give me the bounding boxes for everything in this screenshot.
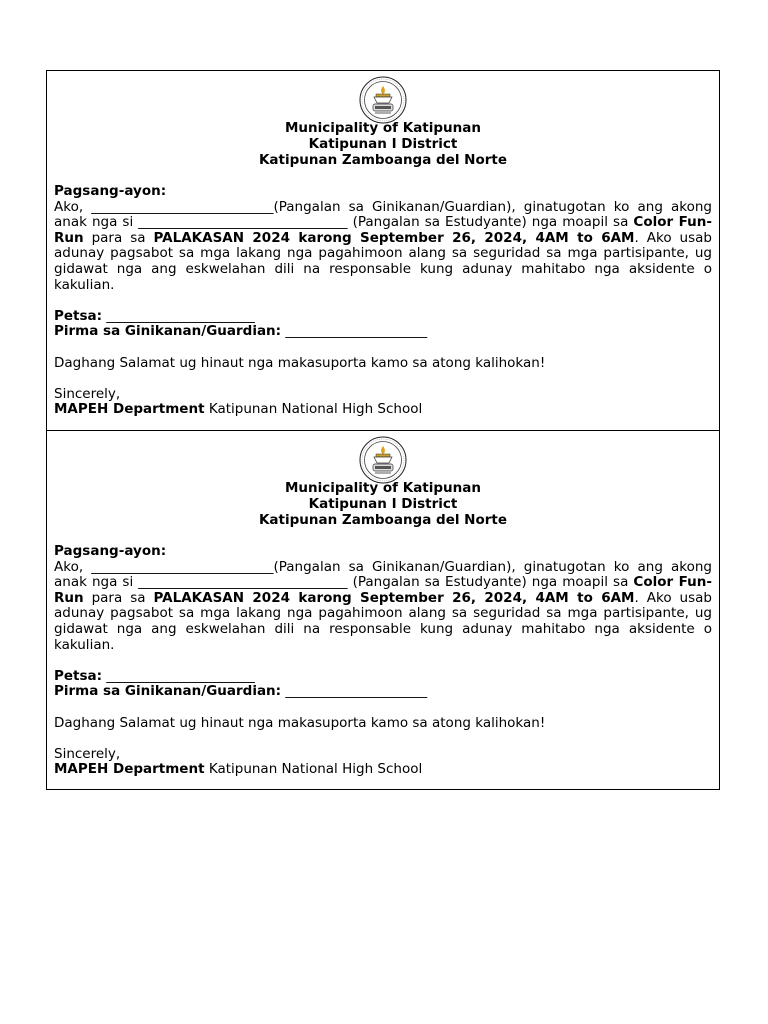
signer-dept: MAPEH Department — [54, 761, 205, 778]
date-label: Petsa: — [54, 667, 103, 684]
header-district: Katipunan I District — [308, 496, 458, 512]
thanks-text: Daghang Salamat ug hinaut nga makasuporta kamo sa atong kalihokan! — [54, 714, 546, 731]
consent-text-2: para sa — [83, 589, 154, 606]
header-municipality: Municipality of Katipunan — [284, 120, 481, 136]
signer-line — [54, 762, 712, 778]
signature-blank: _____________________ — [281, 683, 428, 700]
consent-text-2: para sa — [83, 229, 154, 246]
signature-blank: _____________________ — [281, 323, 428, 340]
school-seal-icon — [359, 436, 407, 484]
consent-text-3: . Ako usab adunay pagsabot sa mga lakang nga pagahimoon alang sa seguridad sa mga partisipante, ug gidawat nga ang eskwelahan dili na responsable kung adunay mahitabo nga aksidente o kakulian. — [54, 229, 712, 293]
consent-text-1: Ako, ___________________________(Pangalan sa Ginikanan/Guardian), ginatugotan ko ang akong anak nga si _______________________________ (Pangalan sa Estudyante) nga moapil sa — [54, 558, 712, 591]
consent-title: Pagsang-ayon: — [54, 183, 167, 199]
date-blank: ______________________ — [102, 307, 255, 324]
signer-dept: MAPEH Department — [54, 401, 205, 418]
consent-title: Pagsang-ayon: — [54, 543, 167, 559]
header-district: Katipunan I District — [308, 136, 458, 152]
consent-event: Color Fun-Run — [54, 574, 712, 606]
header-municipality: Municipality of Katipunan — [284, 480, 481, 496]
thanks-text: Daghang Salamat ug hinaut nga makasuporta kamo sa atong kalihokan! — [54, 354, 546, 371]
closing-text: Sincerely, — [54, 385, 121, 402]
consent-event-detail: PALAKASAN 2024 karong September 26, 2024, 4AM to 6AM — [153, 589, 635, 606]
consent-text-3: . Ako usab adunay pagsabot sa mga lakang nga pagahimoon alang sa seguridad sa mga partisipante, ug gidawat nga ang eskwelahan dili na responsable kung adunay mahitabo nga aksidente o kakulian. — [54, 589, 712, 653]
consent-event-detail: PALAKASAN 2024 karong September 26, 2024, 4AM to 6AM — [153, 229, 635, 246]
date-blank: ______________________ — [102, 667, 255, 684]
letter-body — [54, 544, 712, 778]
letter-header — [54, 120, 712, 168]
consent-paragraph — [54, 560, 712, 654]
consent-slip-1 — [47, 71, 719, 430]
signature-line — [54, 684, 712, 700]
letter-body — [54, 184, 712, 418]
signer-school: Katipunan National High School — [204, 761, 423, 778]
consent-text-1: Ako, ___________________________(Pangalan sa Ginikanan/Guardian), ginatugotan ko ang akong anak nga si _______________________________ (Pangalan sa Estudyante) nga moapil sa — [54, 198, 712, 231]
signature-label: Pirma sa Ginikanan/Guardian: — [54, 683, 282, 700]
signature-line — [54, 324, 712, 340]
consent-paragraph — [54, 200, 712, 294]
signer-school: Katipunan National High School — [204, 401, 423, 418]
date-line — [54, 669, 712, 685]
signer-line — [54, 402, 712, 418]
form-sheet — [46, 70, 720, 790]
closing-text: Sincerely, — [54, 745, 121, 762]
letter-header — [54, 480, 712, 528]
school-seal-icon — [359, 76, 407, 124]
consent-event: Color Fun-Run — [54, 214, 712, 246]
consent-slip-2 — [47, 430, 719, 789]
header-location: Katipunan Zamboanga del Norte — [258, 512, 508, 528]
header-location: Katipunan Zamboanga del Norte — [258, 152, 508, 168]
date-label: Petsa: — [54, 307, 103, 324]
signature-label: Pirma sa Ginikanan/Guardian: — [54, 323, 282, 340]
date-line — [54, 309, 712, 325]
